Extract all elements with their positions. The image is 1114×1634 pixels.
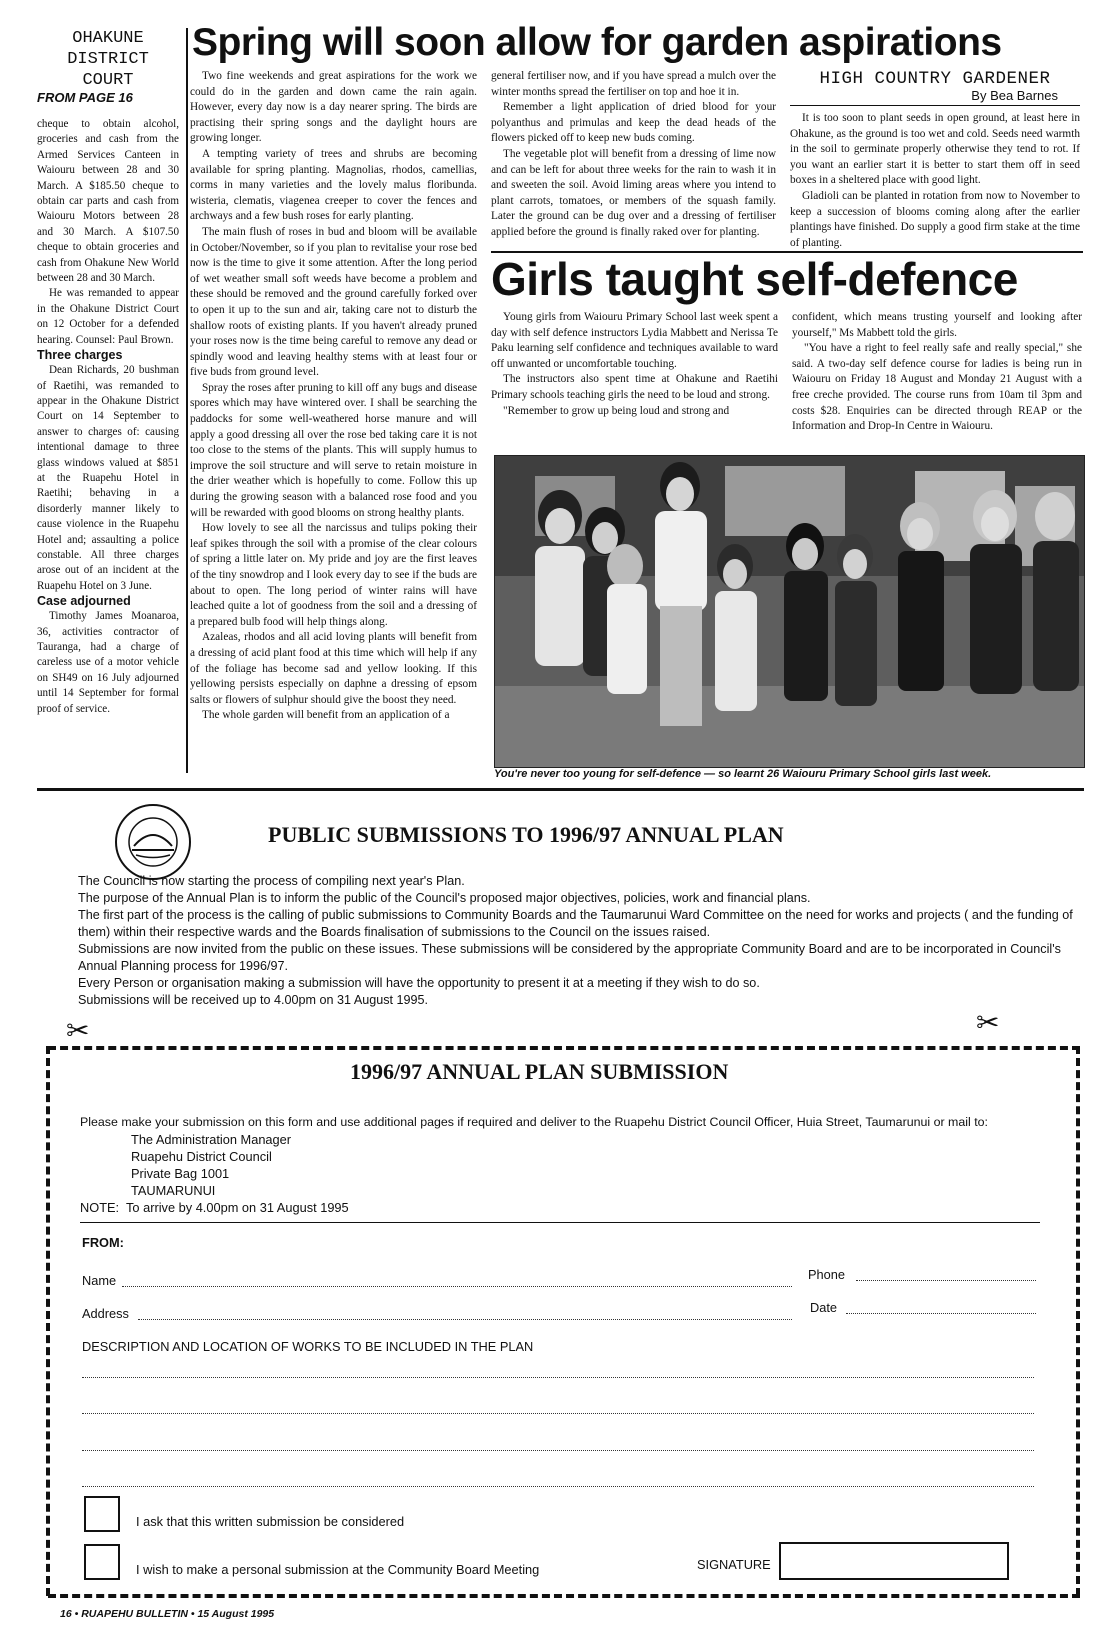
- address-line: TAUMARUNUI: [131, 1183, 216, 1198]
- council-logo: [110, 802, 196, 882]
- gardener-rule: [790, 105, 1080, 106]
- self-defence-photo: [494, 455, 1085, 768]
- notice-title: PUBLIC SUBMISSIONS TO 1996/97 ANNUAL PLAN: [268, 822, 784, 847]
- spring-paragraph: Gladioli can be planted in rotation from now to November to keep a succession of blooms coming along after the earlier plantings have finished. Do supply a good firm stake at the time of planting.: [790, 189, 1080, 249]
- page-divider: [37, 788, 1084, 791]
- form-intro: Please make your submission on this form and use additional pages if required and deliver to the Ruapehu District Council Officer, Huia Street, Taumarunui or mail to:: [80, 1115, 988, 1129]
- court-title: OHAKUNE DISTRICT COURT: [67, 29, 149, 90]
- description-field-line[interactable]: [82, 1450, 1034, 1451]
- girls-paragraph: confident, which means trusting yourself and looking after yourself," Ms Mabbett told the girls.: [792, 311, 1082, 339]
- scissors-icon: ✂: [66, 1016, 90, 1047]
- photo-caption: You're never too young for self-defence — so learnt 26 Waiouru Primary School girls last week.: [494, 768, 992, 780]
- court-paragraph: cheque to obtain alcohol, groceries and cash from the Armed Services Canteen in Waiouru between 28 and 30 March. A $185.50 cheque to obtain car parts and cash from Waiouru Motors between 28 and 30 March. A $107.50 cheque to obtain groceries and cash from Ohakune New World between 28 and 30 March.: [37, 118, 179, 285]
- address-line: Private Bag 1001: [131, 1166, 230, 1181]
- signature-box[interactable]: [779, 1542, 1009, 1580]
- note-label: NOTE:: [80, 1200, 120, 1215]
- court-subhead-charges: Three charges: [37, 348, 123, 363]
- form-note: [80, 1199, 349, 1216]
- notice-line: Every Person or organisation making a submission will have the opportunity to present it at a meeting if they wish to do so.: [78, 976, 760, 990]
- page-footer: 16 • RUAPEHU BULLETIN • 15 August 1995: [60, 1608, 275, 1620]
- court-from-page: FROM PAGE 16: [37, 90, 133, 105]
- spring-paragraph: It is too soon to plant seeds in open ground, at least here in Ohakune, as the ground is too wet and cold. Seeds need warmth in the soil to germinate properly otherwise they tend to rot. If you want an earlier start it is better to start them off in seed boxes in a sheltered place with good light.: [790, 112, 1080, 187]
- spring-col-1: [190, 69, 477, 724]
- spring-paragraph: How lovely to see all the narcissus and tulips poking their leaf spikes through the soil with a promise of the clear colours of spring a little later on. My pride and joy are the first leaves of the tiny snowdrop and I look every day to see if the buds are about to open. The long period of winter rains will have leached quite a lot of goodness from the soil and a dressing of a prepared bulb food will help things along.: [190, 522, 477, 628]
- girls-headline: Girls taught self-defence: [491, 253, 1018, 305]
- form-title: 1996/97 ANNUAL PLAN SUBMISSION: [350, 1059, 729, 1084]
- spring-col-3: [790, 111, 1080, 251]
- phone-label: Phone: [808, 1267, 846, 1282]
- address-label: Address: [82, 1306, 129, 1321]
- spring-paragraph: The vegetable plot will benefit from a dressing of lime now and can be left for about three weeks for the rain to wash it in and sweeten the soil. Avoid liming areas where you intend to plant carrots, tomatoes, or members of the squash family. Later the ground can be dug over and a dressing of fertiliser applied before the ground is finally raked over for planting.: [491, 147, 776, 238]
- cutout-border-top: [48, 1046, 1080, 1050]
- note-text: To arrive by 4.00pm on 31 August 1995: [126, 1200, 349, 1215]
- scissors-icon: ✂: [976, 1008, 1000, 1039]
- notice-line: The Council is now starting the process of compiling next year's Plan.: [78, 874, 465, 888]
- personal-submission-label: I wish to make a personal submission at the Community Board Meeting: [136, 1562, 540, 1577]
- court-column: [37, 28, 179, 105]
- address-line: The Administration Manager: [131, 1132, 292, 1147]
- spring-paragraph: Spray the roses after pruning to kill off any bugs and disease spores which may have wintered over. I shall be searching the paddocks for some well-weathered horse manure and will apply a good dressing all over the rose bed taking care it is not too close to the stems of the plants. This will supply humus to improve the soil structure and will serve to retain moisture in the drier weather which is hopefully to come. Follow this up during the growing season with a balanced rose food and you will be rewarded with good blooms on strong healthy plants.: [190, 381, 477, 519]
- spring-headline: Spring will soon allow for garden aspirations: [192, 21, 1002, 64]
- form-address: [131, 1131, 291, 1199]
- name-label: Name: [82, 1273, 117, 1288]
- spring-paragraph: Azaleas, rhodos and all acid loving plants will benefit from a dressing of acid plant food at this time which will help if any of the foliage has become sad and yellow looking. If this yellowing persists especially on daphne a dressing of epsom salts or flowers of sulphur should give the boost they need.: [190, 631, 477, 706]
- notice-line: Submissions are now invited from the public on these issues. These submissions will be considered by the appropriate Community Board and are to be incorporated in Council's Annual Planning process for 1996/97.: [78, 942, 1061, 973]
- court-paragraph: Dean Richards, 20 bushman of Raetihi, was remanded to appear in the Ohakune District Court on 14 September to answer to charges of: causing intentional damage to three glass windows valued at $851 at the Ruapehu Hotel in Raetihi; behaving in a disorderly manner likely to cause violence in the Ruapehu Hotel and; assaulting a police constable. All three charges arose out of an incident at the Ruapehu Hotel on 3 June.: [37, 364, 179, 592]
- girls-col-1: [491, 310, 778, 419]
- gardener-heading: HIGH COUNTRY GARDENER: [819, 69, 1051, 89]
- notice-body: [78, 873, 1088, 1009]
- written-submission-label: I ask that this written submission be considered: [136, 1514, 405, 1529]
- description-field-line[interactable]: [82, 1377, 1034, 1378]
- court-paragraph: Timothy James Moanaroa, 36, activities contractor of Tauranga, had a charge of careless use of a motor vehicle on SH49 on 16 July adjourned until 14 September for formal proof of service.: [37, 610, 179, 715]
- name-field[interactable]: [122, 1286, 792, 1287]
- girls-paragraph: "You have a right to feel really safe and really special," she said. A two-day self defence course for ladies is being run in Waiouru on Friday 18 August and Monday 21 August with a free creche provided. The course runs from 10am til 3pm and costs $28. Enquiries can be directed through REAP or the Information and Drop-In Centre in Waiouru.: [792, 342, 1082, 433]
- from-label: FROM:: [82, 1235, 124, 1250]
- cutout-border-right: [1076, 1046, 1080, 1596]
- court-body: [37, 117, 179, 717]
- notice-line: The first part of the process is the calling of public submissions to Community Boards and the Taumarunui Ward Committee on the need for works and projects ( and the funding of them) within their respective wards and the Boards finalisation of submissions to the Council on the issues raised.: [78, 908, 1073, 939]
- court-paragraph: He was remanded to appear in the Ohakune District Court on 12 October for a defended hearing. Counsel: Paul Brown.: [37, 287, 179, 346]
- girls-col-2: [792, 310, 1082, 435]
- spring-col-2: [491, 69, 776, 241]
- girls-paragraph: The instructors also spent time at Ohakune and Raetihi Primary schools teaching girls the need to be loud and strong.: [491, 373, 778, 401]
- spring-paragraph: The whole garden will benefit from an application of a: [202, 709, 450, 722]
- signature-label: SIGNATURE: [697, 1557, 771, 1572]
- personal-submission-checkbox[interactable]: [84, 1544, 120, 1580]
- spring-paragraph: Two fine weekends and great aspirations for the work we could do in the garden and down came the rain again. However, every day now is a day nearer spring. The birds are practising their spring songs and the daylight hours are growing longer.: [190, 70, 477, 145]
- description-field-line[interactable]: [82, 1486, 1034, 1487]
- spring-paragraph: Remember a light application of dried blood for your polyanthus and primulas and keep the dead heads of the flowers picked off to keep new buds coming.: [491, 101, 776, 145]
- photo-illustration: [495, 456, 1084, 767]
- spring-paragraph: general fertiliser now, and if you have spread a mulch over the winter months spread the fertiliser on top and hoe it in.: [491, 70, 776, 98]
- girls-paragraph: Young girls from Waiouru Primary School last week spent a day with self defence instructors Lydia Mabbett and Nerissa Te Paku learning self confidence and techniques available to ward off unwanted or uncomfortable touching.: [491, 311, 778, 370]
- form-rule: [80, 1222, 1040, 1223]
- spring-paragraph: A tempting variety of trees and shrubs are becoming available for spring planting. Magnolias, rhodos, camellias, corms in many varieties and the lovely malus floribunda. wisteria, clematis, viagenea creeper to cover the fences and archways and a few bush roses for early planting.: [190, 147, 477, 223]
- gardener-byline: By Bea Barnes: [971, 88, 1058, 103]
- date-field[interactable]: [846, 1313, 1036, 1314]
- column-divider: [186, 28, 188, 773]
- address-field[interactable]: [138, 1319, 792, 1320]
- description-field-line[interactable]: [82, 1413, 1034, 1414]
- notice-line: Submissions will be received up to 4.00pm on 31 August 1995.: [78, 993, 429, 1007]
- phone-field[interactable]: [856, 1280, 1036, 1281]
- description-label: DESCRIPTION AND LOCATION OF WORKS TO BE INCLUDED IN THE PLAN: [82, 1339, 534, 1354]
- girls-paragraph: "Remember to grow up being loud and strong and: [503, 404, 730, 417]
- cutout-border-bottom: [48, 1594, 1080, 1598]
- court-subhead-adjourned: Case adjourned: [37, 594, 131, 609]
- cutout-border-left: [46, 1046, 50, 1596]
- written-submission-checkbox[interactable]: [84, 1496, 120, 1532]
- council-logo-icon: [110, 802, 196, 882]
- address-line: Ruapehu District Council: [131, 1149, 272, 1164]
- notice-line: The purpose of the Annual Plan is to inform the public of the Council's proposed major objectives, policies, work and financial plans.: [78, 891, 811, 905]
- spring-paragraph: The main flush of roses in bud and bloom will be available in October/November, so if you plan to revitalise your rose bed now is the time to give it some attention. After the long period of wet weather small soft weeds have become a problem and these should be removed and the ground carefully forked over to open it up to the sun and air, taking care not to disturb the shallow roots of existing plants. If you haven't already pruned your roses now is the time being careful to remove any dead or spindly wood and leaving healthy stems with at least four or five buds from ground level.: [190, 225, 477, 379]
- date-label: Date: [810, 1300, 838, 1315]
